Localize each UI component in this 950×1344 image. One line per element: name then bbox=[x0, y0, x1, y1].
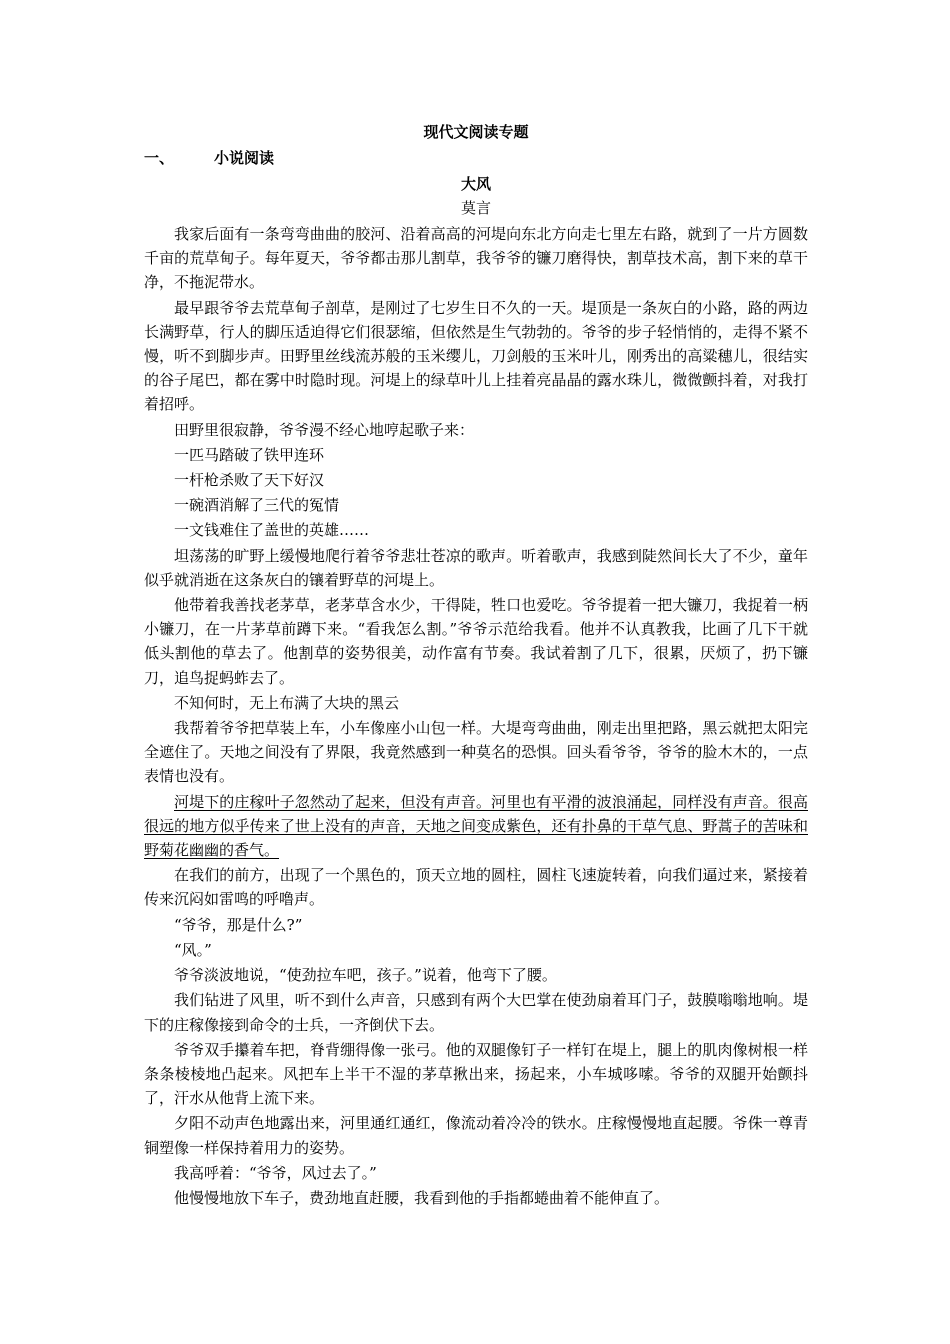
document-title: 现代文阅读专题 bbox=[423, 123, 529, 141]
paragraph: 爷爷淡波地说，“使劲拉车吧，孩子。”说着，他弯下了腰。 bbox=[174, 966, 557, 985]
document-content bbox=[144, 120, 808, 1210]
paragraph: 我们钻进了风里，听不到什么声音，只感到有两个大巴掌在使劲扇着耳门子，鼓膜嗡嗡地响。堤下的庄稼像接到命令的士兵，一齐倒伏下去。 bbox=[144, 991, 808, 1034]
paragraph: 我帮着爷爷把草装上车，小车像座小山包一样。大堤弯弯曲曲，刚走出里把路，黑云就把太阳完全遮住了。天地之间没有了界限，我竟然感到一种莫名的恐惧。回头看爷爷，爷爷的脸木木的，一点表情也没有。 bbox=[144, 719, 808, 786]
dialogue-line: “风。” bbox=[174, 940, 212, 959]
paragraph: 爷爷双手攥着车把，脊背绷得像一张弓。他的双腿像钉子一样钉在堤上，腿上的肌肉像树根一样条条棱棱地凸起来。风把车上半干不湿的茅草揪出来，扬起来，小车城哆嗦。爷爷的双腿开始颤抖了，汗水从他背上流下来。 bbox=[144, 1040, 808, 1108]
song-line: 一文钱难住了盖世的英雄…… bbox=[174, 521, 370, 540]
paragraph: 坦荡荡的旷野上缓慢地爬行着爷爷悲壮苍凉的歌声。听着歌声，我感到陡然间长大了不少，童年似乎就消逝在这条灰白的镶着野草的河堤上。 bbox=[144, 546, 808, 589]
paragraph: 在我们的前方，出现了一个黑色的，顶天立地的圆柱，圆柱飞速旋转着，向我们逼过来，紧接着传来沉闷如雷鸣的呼噜声。 bbox=[144, 866, 808, 909]
song-line: 一匹马踏破了铁甲连环 bbox=[174, 445, 325, 464]
section-heading bbox=[144, 146, 808, 172]
paragraph: 夕阳不动声色地露出来，河里通红通红，像流动着冷冷的铁水。庄稼慢慢地直起腰。爷侏一尊青铜塑像一样保持着用力的姿势。 bbox=[144, 1114, 808, 1157]
paragraph: 他慢慢地放下车子，费劲地直赶腰，我看到他的手指都蜷曲着不能伸直了。 bbox=[174, 1188, 670, 1207]
paragraph: 最早跟爷爷去荒草甸子剖草，是刚过了七岁生日不久的一天。堤顶是一条灰白的小路，路的两边长满野草，行人的脚压适迫得它们很瑟缩，但依然是生气勃勃的。爷爷的步子轻悄悄的，走得不紧不慢，听不到脚步声。田野里丝线流苏般的玉米缨儿，刀剑般的玉米叶儿，刚秀出的高粱穗儿，很结实的谷子尾巴，都在雾中时隐时现。河堤上的绿草叶儿上挂着亮晶晶的露水珠儿，微微颤抖着，对我打着招呼。 bbox=[144, 298, 808, 414]
section-title: 小说阅读 bbox=[214, 149, 275, 167]
paragraph: 不知何时，无上布满了大块的黑云 bbox=[174, 693, 400, 712]
paragraph: 他带着我善找老茅草，老茅草含水少，干得陡，牲口也爱吃。爷爷提着一把大镰刀，我捉着一柄小镰刀，在一片茅草前蹲下来。“看我怎么割。”爷爷示范给我看。他并不认真教我，比画了几下干就低头割他的草去了。他割草的姿势很美，动作富有节奏。我试着割了几下，很累，厌烦了，扔下镰刀，追鸟捉蚂蚱去了。 bbox=[144, 596, 808, 687]
paragraph: 我家后面有一条弯弯曲曲的胶河、沿着高高的河堤向东北方向走七里左右路，就到了一片方圆数千亩的荒草甸子。每年夏天，爷爷都击那儿割草，我爷爷的镰刀磨得快，割草技术高，割下来的草干净，不拖泥带水。 bbox=[144, 225, 808, 292]
song-line: 一杆枪杀败了天下好汉 bbox=[174, 471, 325, 490]
song-line: 一碗酒消解了三代的冤情 bbox=[174, 496, 340, 515]
section-number: 一、 bbox=[144, 149, 175, 167]
dialogue-line: “爷爷，那是什么?” bbox=[174, 915, 303, 934]
paragraph: 田野里很寂静，爷爷漫不经心地哼起歌子来： bbox=[174, 420, 475, 439]
dialogue-line: 我高呼着：“爷爷，风过去了。” bbox=[174, 1163, 377, 1182]
story-author: 莫言 bbox=[460, 199, 491, 217]
story-title: 大风 bbox=[460, 175, 491, 193]
underlined-paragraph: 河堤下的庄稼叶子忽然动了起来，但没有声音。河里也有平滑的波浪涌起，同样没有声音。很高很远的地方似乎传来了世上没有的声音，天地之间变成紫色，还有扑鼻的干草气息、野蒿子的苦味和野菊花幽幽的香气。 bbox=[144, 792, 808, 860]
